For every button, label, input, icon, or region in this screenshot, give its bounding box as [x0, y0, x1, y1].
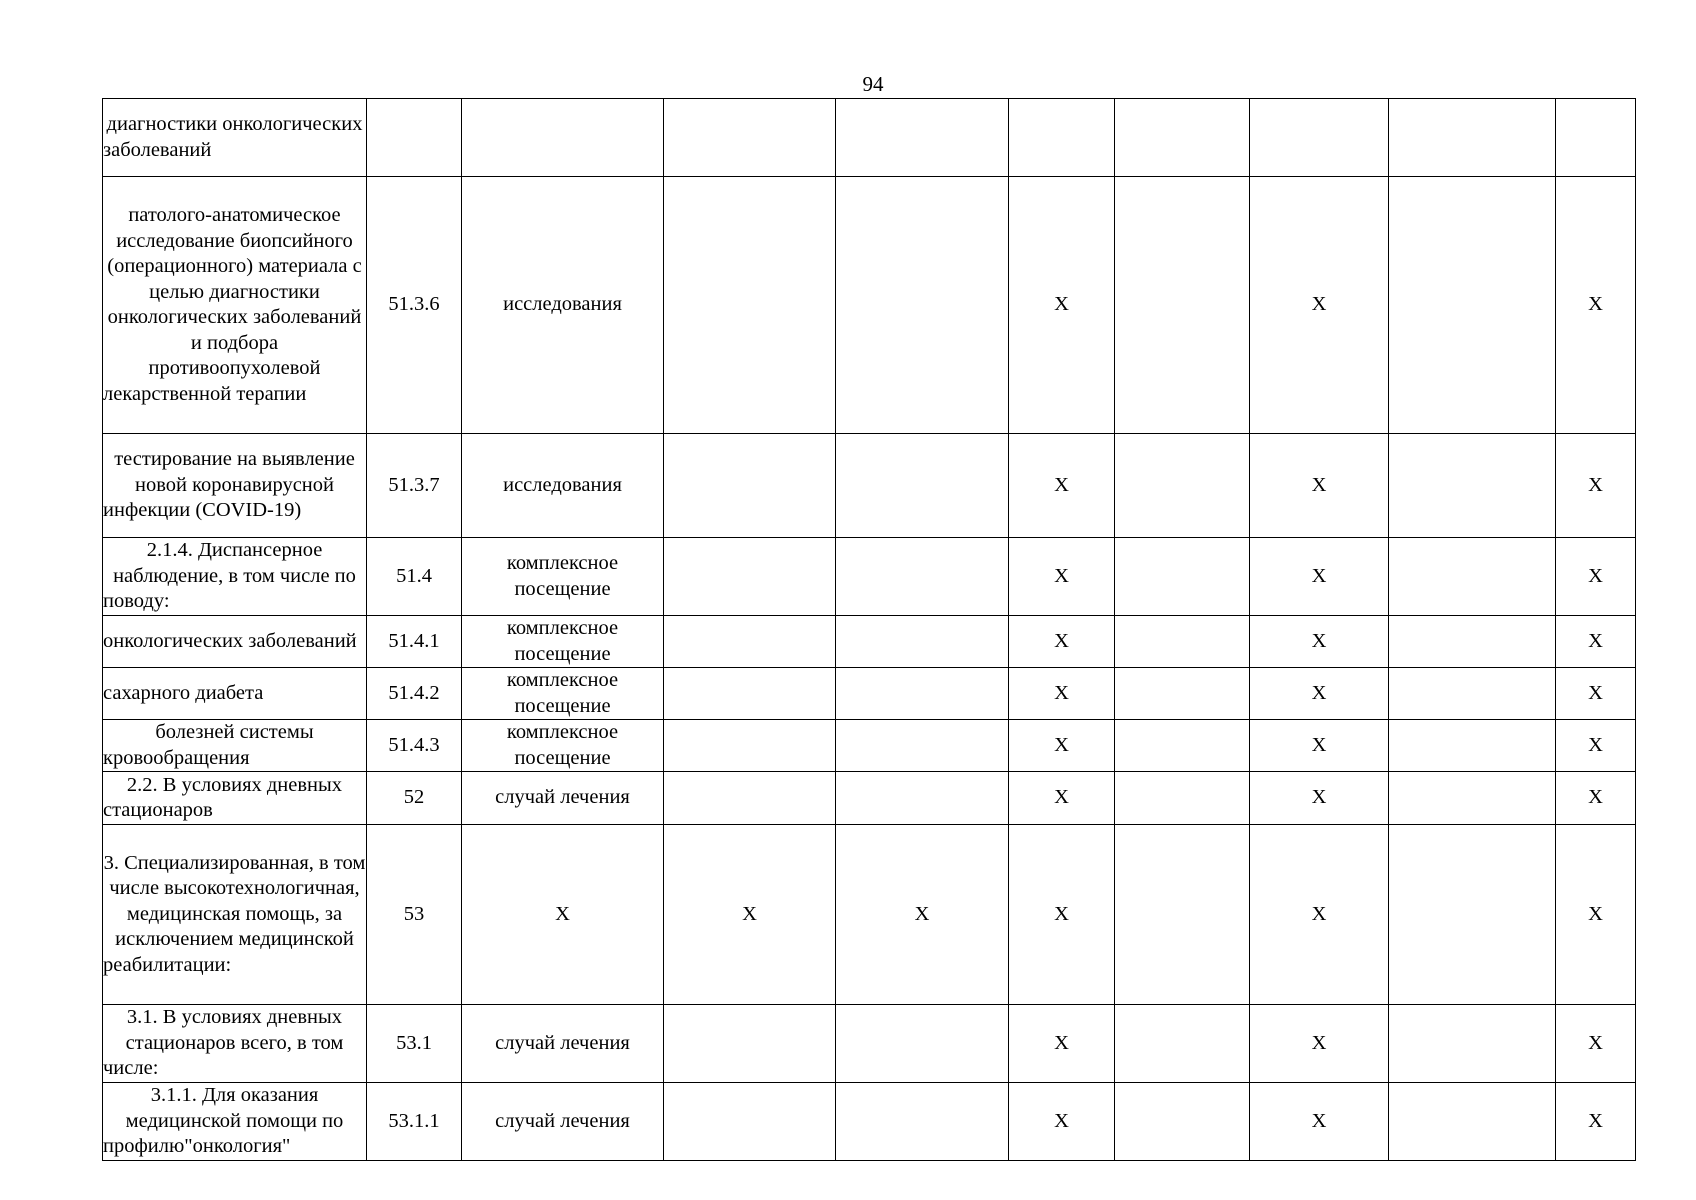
row-name: 2.2. В условиях дневных стационаров — [103, 772, 367, 825]
cell-col7 — [1115, 772, 1250, 825]
row-unit: случай лечения — [462, 1005, 664, 1083]
cell-col8: Х — [1250, 616, 1389, 668]
table-row — [103, 668, 1636, 720]
cell-col4 — [664, 434, 836, 538]
row-unit — [462, 99, 664, 177]
cell-col10: Х — [1556, 720, 1636, 772]
data-table — [102, 98, 1636, 1161]
cell-col5 — [836, 720, 1009, 772]
cell-col9 — [1389, 720, 1556, 772]
cell-col9 — [1389, 1083, 1556, 1161]
cell-col6: Х — [1009, 720, 1115, 772]
row-name: сахарного диабета — [103, 668, 367, 720]
cell-col8: Х — [1250, 538, 1389, 616]
cell-col5 — [836, 1083, 1009, 1161]
cell-col8: Х — [1250, 1083, 1389, 1161]
row-code: 51.3.7 — [367, 434, 462, 538]
cell-col6: Х — [1009, 668, 1115, 720]
row-unit: случай лечения — [462, 1083, 664, 1161]
row-name: 3. Специализированная, в том числе высокотехнологичная, медицинская помощь, за исключением медицинской реабилитации: — [103, 825, 367, 1005]
cell-col5 — [836, 434, 1009, 538]
table-row — [103, 720, 1636, 772]
row-name: патолого-анатомическое исследование биопсийного (операционного) материала с целью диагностики онкологических заболеваний и подбора противоопухолевой лекарственной терапии — [103, 177, 367, 434]
row-code — [367, 99, 462, 177]
cell-col9 — [1389, 434, 1556, 538]
row-unit: комплексное посещение — [462, 538, 664, 616]
cell-col10: Х — [1556, 825, 1636, 1005]
row-name: онкологических заболеваний — [103, 616, 367, 668]
cell-col6 — [1009, 99, 1115, 177]
cell-col6: Х — [1009, 177, 1115, 434]
cell-col4 — [664, 99, 836, 177]
table-row — [103, 99, 1636, 177]
table-row — [103, 1005, 1636, 1083]
row-code: 51.4.2 — [367, 668, 462, 720]
cell-col10: Х — [1556, 772, 1636, 825]
cell-col5 — [836, 177, 1009, 434]
cell-col9 — [1389, 1005, 1556, 1083]
cell-col4 — [664, 538, 836, 616]
cell-col9 — [1389, 616, 1556, 668]
row-unit: случай лечения — [462, 772, 664, 825]
cell-col8: Х — [1250, 825, 1389, 1005]
cell-col8: Х — [1250, 720, 1389, 772]
cell-col7 — [1115, 538, 1250, 616]
cell-col9 — [1389, 538, 1556, 616]
cell-col6: Х — [1009, 434, 1115, 538]
row-unit: исследования — [462, 434, 664, 538]
row-name: 3.1.1. Для оказания медицинской помощи по профилю"онкология" — [103, 1083, 367, 1161]
table-row — [103, 538, 1636, 616]
table-row — [103, 772, 1636, 825]
cell-col4 — [664, 1005, 836, 1083]
cell-col6: Х — [1009, 538, 1115, 616]
cell-col8: Х — [1250, 434, 1389, 538]
row-code: 51.3.6 — [367, 177, 462, 434]
page-number: 94 — [862, 72, 884, 96]
cell-col10 — [1556, 99, 1636, 177]
cell-col9 — [1389, 177, 1556, 434]
row-unit: комплексное посещение — [462, 720, 664, 772]
cell-col10: Х — [1556, 668, 1636, 720]
cell-col9 — [1389, 668, 1556, 720]
row-unit: исследования — [462, 177, 664, 434]
cell-col7 — [1115, 99, 1250, 177]
row-code: 51.4.1 — [367, 616, 462, 668]
cell-col10: Х — [1556, 616, 1636, 668]
cell-col5 — [836, 1005, 1009, 1083]
cell-col7 — [1115, 616, 1250, 668]
cell-col7 — [1115, 434, 1250, 538]
row-code: 53.1.1 — [367, 1083, 462, 1161]
cell-col5: Х — [836, 825, 1009, 1005]
table-row — [103, 1083, 1636, 1161]
cell-col6: Х — [1009, 825, 1115, 1005]
cell-col8: Х — [1250, 177, 1389, 434]
row-unit: Х — [462, 825, 664, 1005]
row-unit: комплексное посещение — [462, 616, 664, 668]
cell-col4 — [664, 720, 836, 772]
cell-col6: Х — [1009, 616, 1115, 668]
table-row — [103, 616, 1636, 668]
cell-col7 — [1115, 1083, 1250, 1161]
cell-col7 — [1115, 177, 1250, 434]
cell-col5 — [836, 668, 1009, 720]
cell-col4 — [664, 1083, 836, 1161]
row-code: 51.4 — [367, 538, 462, 616]
cell-col8: Х — [1250, 772, 1389, 825]
cell-col6: Х — [1009, 1005, 1115, 1083]
cell-col7 — [1115, 668, 1250, 720]
cell-col6: Х — [1009, 1083, 1115, 1161]
cell-col8 — [1250, 99, 1389, 177]
cell-col7 — [1115, 825, 1250, 1005]
row-unit: комплексное посещение — [462, 668, 664, 720]
cell-col9 — [1389, 99, 1556, 177]
cell-col5 — [836, 99, 1009, 177]
cell-col4: Х — [664, 825, 836, 1005]
table-row — [103, 434, 1636, 538]
cell-col10: Х — [1556, 1005, 1636, 1083]
row-code: 52 — [367, 772, 462, 825]
cell-col10: Х — [1556, 1083, 1636, 1161]
cell-col4 — [664, 772, 836, 825]
row-name: 2.1.4. Диспансерное наблюдение, в том числе по поводу: — [103, 538, 367, 616]
cell-col4 — [664, 177, 836, 434]
table-row — [103, 177, 1636, 434]
row-name: 3.1. В условиях дневных стационаров всего, в том числе: — [103, 1005, 367, 1083]
cell-col8: Х — [1250, 1005, 1389, 1083]
row-name: тестирование на выявление новой коронавирусной инфекции (COVID-19) — [103, 434, 367, 538]
cell-col10: Х — [1556, 177, 1636, 434]
cell-col6: Х — [1009, 772, 1115, 825]
row-code: 53.1 — [367, 1005, 462, 1083]
cell-col4 — [664, 668, 836, 720]
cell-col10: Х — [1556, 434, 1636, 538]
cell-col7 — [1115, 1005, 1250, 1083]
cell-col9 — [1389, 825, 1556, 1005]
row-name: диагностики онкологических заболеваний — [103, 99, 367, 177]
row-name: болезней системы кровообращения — [103, 720, 367, 772]
row-code: 53 — [367, 825, 462, 1005]
cell-col5 — [836, 538, 1009, 616]
cell-col8: Х — [1250, 668, 1389, 720]
cell-col5 — [836, 616, 1009, 668]
row-code: 51.4.3 — [367, 720, 462, 772]
cell-col4 — [664, 616, 836, 668]
cell-col7 — [1115, 720, 1250, 772]
cell-col5 — [836, 772, 1009, 825]
cell-col10: Х — [1556, 538, 1636, 616]
cell-col9 — [1389, 772, 1556, 825]
table-row — [103, 825, 1636, 1005]
